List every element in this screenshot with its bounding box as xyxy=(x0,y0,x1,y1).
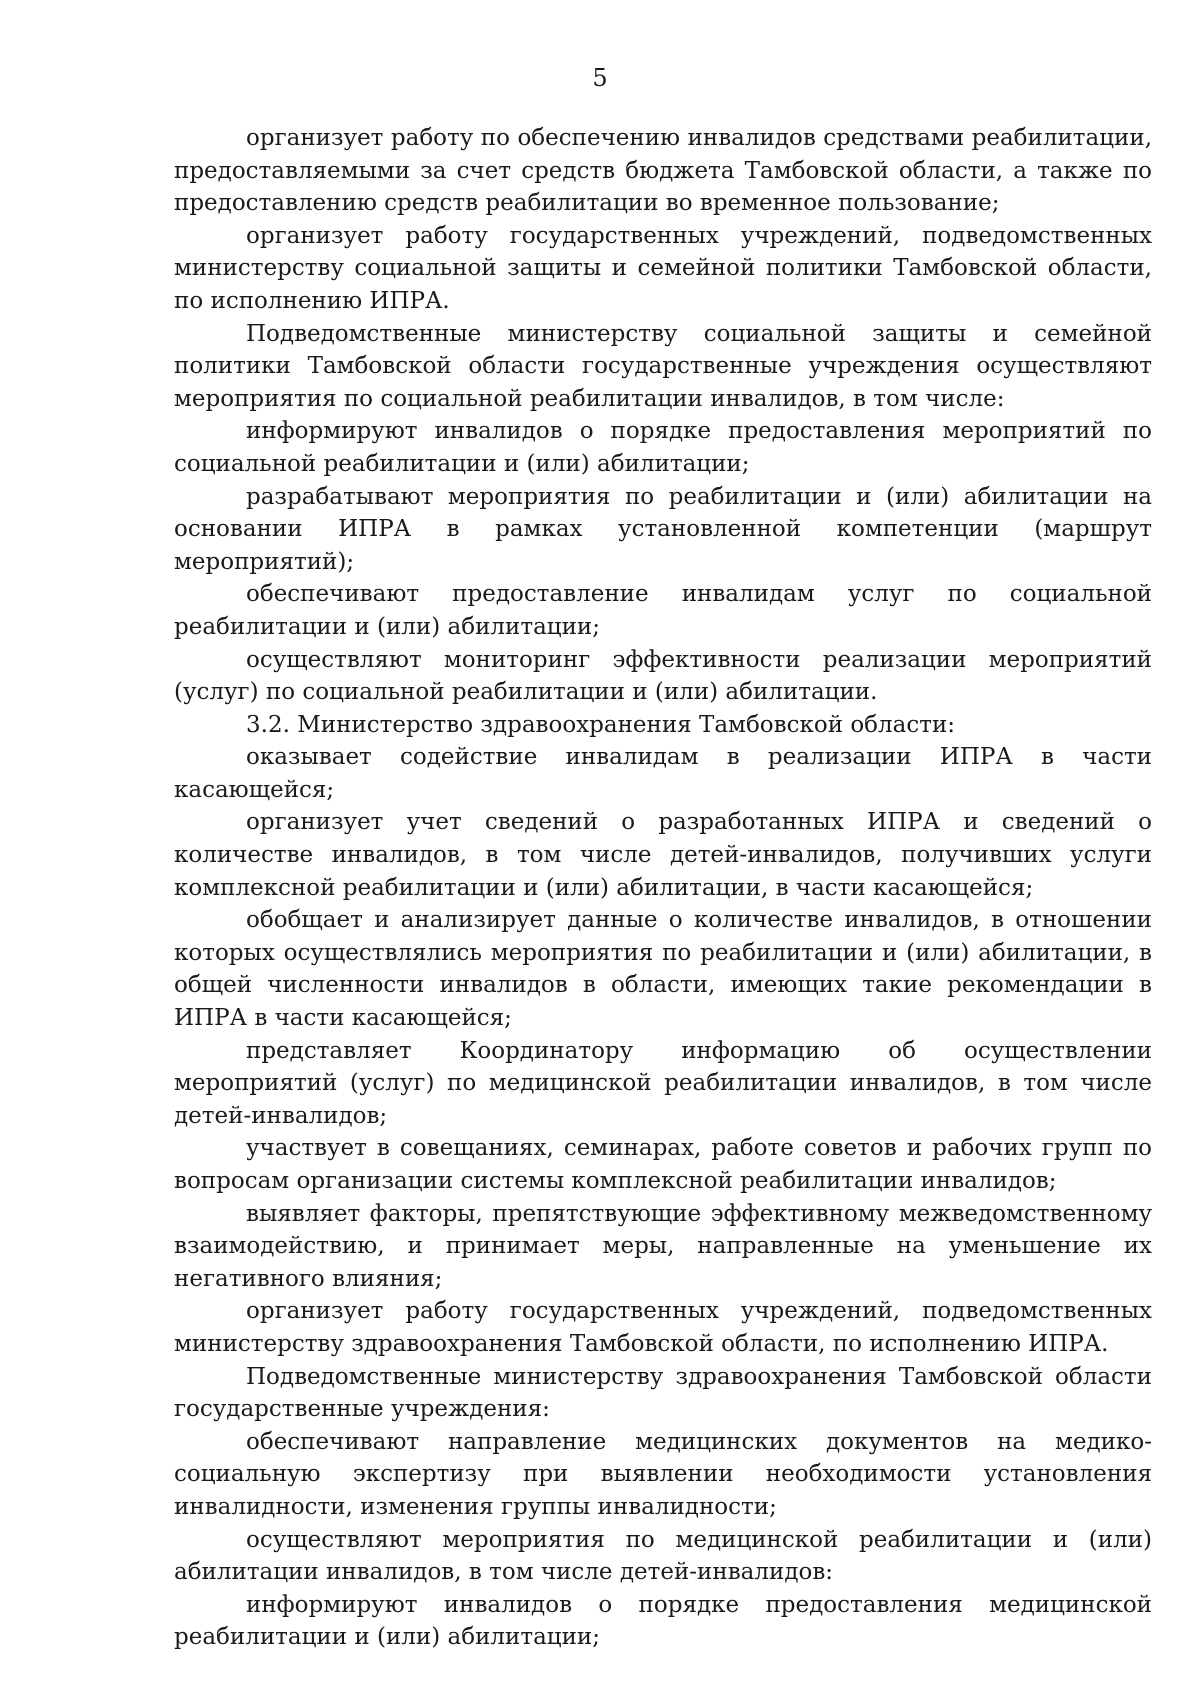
paragraph: информируют инвалидов о порядке предоставления мероприятий по социальной реабилитации и (или) абилитации; xyxy=(174,418,1152,477)
paragraph: разрабатывают мероприятия по реабилитации и (или) абилитации на основании ИПРА в рамках установленной компетенции (маршрут мероприятий); xyxy=(174,483,1152,575)
paragraph: обеспечивают предоставление инвалидам услуг по социальной реабилитации и (или) абилитации; xyxy=(174,581,1152,640)
paragraph: осуществляют мониторинг эффективности реализации мероприятий (услуг) по социальной реабилитации и (или) абилитации. xyxy=(174,646,1152,706)
paragraph: организует работу государственных учреждений, подведомственных министерству социальной защиты и семейной политики Тамбовской области, по исполнению ИПРА. xyxy=(174,222,1152,314)
paragraph: организует работу по обеспечению инвалидов средствами реабилитации, предоставляемыми за счет средств бюджета Тамбовской области, а также по предоставлению средств реабилитации во временное пользование; xyxy=(174,125,1152,217)
paragraph: организует учет сведений о разработанных ИПРА и сведений о количестве инвалидов, в том числе детей-инвалидов, получивших услуги комплексной реабилитации и (или) абилитации, в части касающейся; xyxy=(174,809,1152,901)
paragraph: информируют инвалидов о порядке предоставления медицинской реабилитации и (или) абилитации; xyxy=(174,1591,1152,1651)
document-body xyxy=(174,122,1152,1654)
paragraph: обобщает и анализирует данные о количестве инвалидов, в отношении которых осуществлялись мероприятия по реабилитации и (или) абилитации, в общей численности инвалидов в области, имеющих такие рекомендации в ИПРА в части касающейся; xyxy=(174,907,1152,1032)
paragraph: организует работу государственных учреждений, подведомственных министерству здравоохранения Тамбовской области, по исполнению ИПРА. xyxy=(174,1298,1152,1357)
paragraph: выявляет факторы, препятствующие эффективному межведомственному взаимодействию, и принимает меры, направленные на уменьшение их негативного влияния; xyxy=(174,1200,1152,1292)
page-number: 5 xyxy=(592,64,608,92)
paragraph: обеспечивают направление медицинских документов на медико-социальную экспертизу при выявлении необходимости установления инвалидности, изменения группы инвалидности; xyxy=(174,1428,1152,1520)
section-heading: 3.2. Министерство здравоохранения Тамбовской области: xyxy=(246,711,956,738)
paragraph: участвует в совещаниях, семинарах, работе советов и рабочих групп по вопросам организации системы комплексной реабилитации инвалидов; xyxy=(174,1135,1152,1194)
paragraph: осуществляют мероприятия по медицинской реабилитации и (или) абилитации инвалидов, в том числе детей-инвалидов: xyxy=(174,1526,1152,1586)
paragraph: Подведомственные министерству здравоохранения Тамбовской области государственные учреждения: xyxy=(174,1363,1152,1423)
paragraph: представляет Координатору информацию об осуществлении мероприятий (услуг) по медицинской реабилитации инвалидов, в том числе детей-инвалидов; xyxy=(174,1037,1152,1129)
paragraph: оказывает содействие инвалидам в реализации ИПРА в части касающейся; xyxy=(174,744,1152,803)
paragraph: Подведомственные министерству социальной защиты и семейной политики Тамбовской области государственные учреждения осуществляют мероприятия по социальной реабилитации инвалидов, в том числе: xyxy=(174,320,1152,412)
